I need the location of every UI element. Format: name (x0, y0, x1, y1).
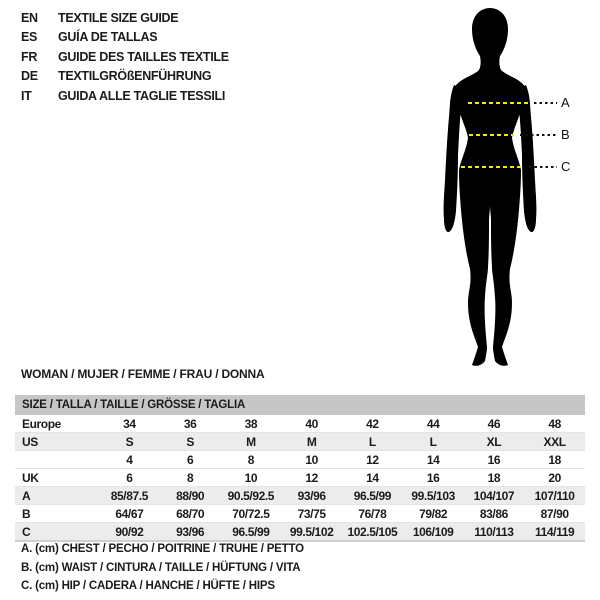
hip-measure-line (461, 166, 523, 168)
language-title: TEXTILGRÖßENFÜHRUNG (58, 69, 212, 84)
waist-leader-line (520, 134, 557, 136)
size-table-row (15, 415, 585, 433)
size-value-cell: 70/72.5 (221, 505, 282, 523)
size-value-cell: 96.5/99 (342, 487, 403, 505)
size-value-cell: M (221, 433, 282, 451)
size-row-label: Europe (15, 415, 99, 433)
size-value-cell: 42 (342, 415, 403, 433)
size-value-cell: 16 (464, 451, 525, 469)
size-value-cell: 68/70 (160, 505, 221, 523)
marker-label-a: A (561, 95, 570, 110)
size-value-cell: 4 (99, 451, 160, 469)
language-code: ES (21, 30, 38, 45)
size-table-body (15, 415, 585, 541)
size-row-label: US (15, 433, 99, 451)
size-row-label: UK (15, 469, 99, 487)
size-value-cell: 107/110 (524, 487, 585, 505)
size-value-cell: 6 (99, 469, 160, 487)
language-code: DE (21, 69, 38, 84)
size-value-cell: 76/78 (342, 505, 403, 523)
woman-silhouette-graphic (430, 5, 550, 367)
size-table-row (15, 451, 585, 469)
marker-label-c: C (561, 159, 571, 174)
size-value-cell: 93/96 (160, 523, 221, 542)
language-title: TEXTILE SIZE GUIDE (58, 10, 179, 25)
size-table (15, 395, 585, 542)
size-value-cell: 14 (342, 469, 403, 487)
size-value-cell: 10 (281, 451, 342, 469)
size-table-row (15, 523, 585, 542)
size-table-header: SIZE / TALLA / TAILLE / GRÖSSE / TAGLIA (15, 395, 585, 415)
size-value-cell: 18 (464, 469, 525, 487)
size-value-cell: 8 (221, 451, 282, 469)
size-value-cell: 34 (99, 415, 160, 433)
size-table-header-row (15, 395, 585, 415)
language-row (21, 8, 229, 28)
woman-silhouette (430, 5, 550, 367)
size-value-cell: 6 (160, 451, 221, 469)
size-value-cell: 14 (403, 451, 464, 469)
size-value-cell: 48 (524, 415, 585, 433)
size-row-label: C (15, 523, 99, 542)
language-row (21, 86, 229, 106)
size-row-label: A (15, 487, 99, 505)
marker-label-b: B (561, 127, 570, 142)
legend-line: A. (cm) CHEST / PECHO / POITRINE / TRUHE / PETTO (21, 543, 304, 555)
waist-measure-line (469, 134, 514, 136)
size-value-cell: L (403, 433, 464, 451)
size-value-cell: 106/109 (403, 523, 464, 542)
section-title-woman: WOMAN / MUJER / FEMME / FRAU / DONNA (21, 367, 265, 381)
size-value-cell: 20 (524, 469, 585, 487)
size-table-row (15, 433, 585, 451)
legend-line: B. (cm) WAIST / CINTURA / TAILLE / HÜFTUNG / VITA (21, 561, 301, 574)
size-value-cell: 104/107 (464, 487, 525, 505)
size-value-cell: 90/92 (99, 523, 160, 542)
language-title: GUIDE DES TAILLES TEXTILE (58, 49, 229, 64)
chest-measure-line (468, 102, 528, 104)
size-value-cell: 99.5/102 (281, 523, 342, 542)
size-value-cell: 16 (403, 469, 464, 487)
size-value-cell: 93/96 (281, 487, 342, 505)
size-value-cell: 10 (221, 469, 282, 487)
size-value-cell: 110/113 (464, 523, 525, 542)
size-value-cell: 90.5/92.5 (221, 487, 282, 505)
legend-line: C. (cm) HIP / CADERA / HANCHE / HÜFTE / HIPS (21, 580, 275, 592)
size-value-cell: 85/87.5 (99, 487, 160, 505)
size-value-cell: 102.5/105 (342, 523, 403, 542)
size-value-cell: 96.5/99 (221, 523, 282, 542)
language-row (21, 67, 229, 87)
size-value-cell: 73/75 (281, 505, 342, 523)
language-row (21, 47, 229, 67)
language-code: FR (21, 49, 38, 64)
size-value-cell: 8 (160, 469, 221, 487)
measurement-legend (21, 543, 304, 599)
size-value-cell: 64/67 (99, 505, 160, 523)
hip-leader-line (529, 166, 557, 168)
size-value-cell: S (99, 433, 160, 451)
language-code: EN (21, 10, 38, 25)
size-row-label: B (15, 505, 99, 523)
size-value-cell: 79/82 (403, 505, 464, 523)
language-title: GUÍA DE TALLAS (58, 30, 158, 45)
size-table-row (15, 469, 585, 487)
size-row-label (15, 451, 99, 469)
size-value-cell: 46 (464, 415, 525, 433)
size-value-cell: L (342, 433, 403, 451)
size-value-cell: 87/90 (524, 505, 585, 523)
size-value-cell: M (281, 433, 342, 451)
size-value-cell: S (160, 433, 221, 451)
language-row (21, 28, 229, 48)
size-value-cell: 12 (342, 451, 403, 469)
size-value-cell: XXL (524, 433, 585, 451)
chest-leader-line (534, 102, 557, 104)
size-value-cell: 18 (524, 451, 585, 469)
language-list (21, 8, 229, 106)
language-code: IT (21, 88, 32, 103)
size-table-row (15, 505, 585, 523)
size-value-cell: 99.5/103 (403, 487, 464, 505)
size-value-cell: 88/90 (160, 487, 221, 505)
size-table-row (15, 487, 585, 505)
language-title: GUIDA ALLE TAGLIE TESSILI (58, 88, 226, 103)
size-value-cell: 83/86 (464, 505, 525, 523)
size-value-cell: 12 (281, 469, 342, 487)
size-value-cell: XL (464, 433, 525, 451)
size-value-cell: 40 (281, 415, 342, 433)
size-value-cell: 38 (221, 415, 282, 433)
size-value-cell: 114/119 (524, 523, 585, 542)
size-value-cell: 36 (160, 415, 221, 433)
size-value-cell: 44 (403, 415, 464, 433)
